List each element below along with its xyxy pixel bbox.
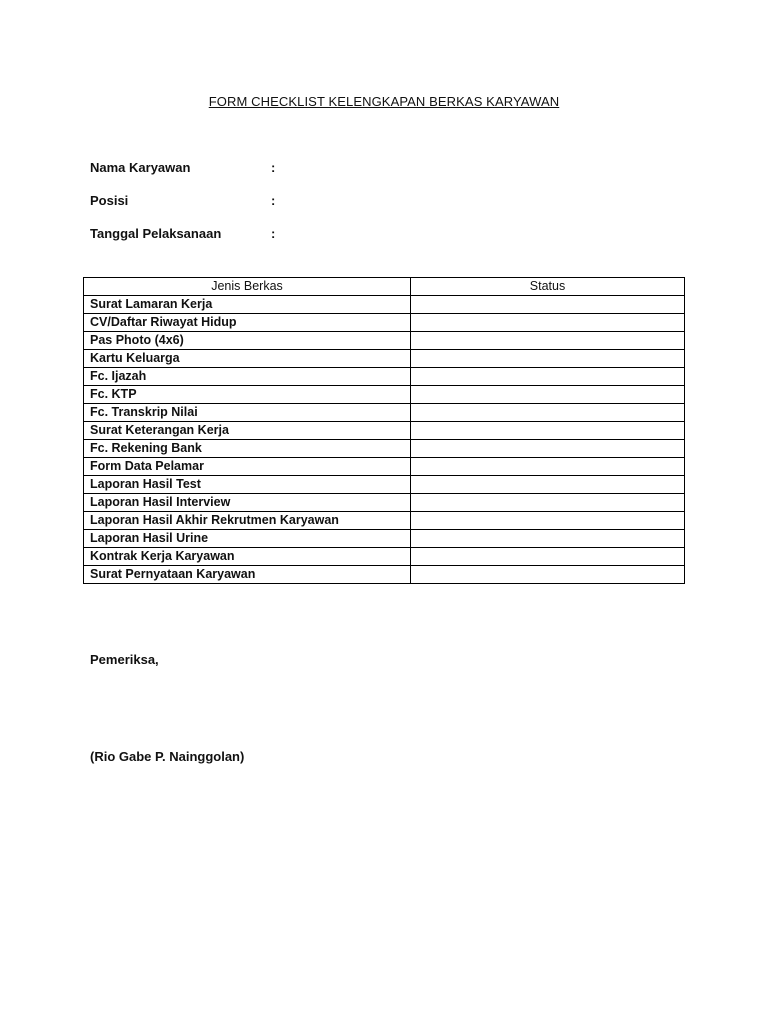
row-status[interactable] <box>411 512 685 530</box>
row-item: Surat Keterangan Kerja <box>84 422 411 440</box>
table-row <box>84 512 685 530</box>
row-item: Kartu Keluarga <box>84 350 411 368</box>
document-title: FORM CHECKLIST KELENGKAPAN BERKAS KARYAWAN <box>208 94 560 109</box>
row-item: Pas Photo (4x6) <box>84 332 411 350</box>
row-item: Form Data Pelamar <box>84 458 411 476</box>
table-row <box>84 296 685 314</box>
row-item: Kontrak Kerja Karyawan <box>84 548 411 566</box>
table-row <box>84 530 685 548</box>
field-nama-karyawan <box>90 160 275 175</box>
row-status[interactable] <box>411 296 685 314</box>
field-label: Tanggal Pelaksanaan <box>90 226 222 241</box>
table-row <box>84 458 685 476</box>
row-status[interactable] <box>411 440 685 458</box>
row-item: Laporan Hasil Test <box>84 476 411 494</box>
table-row <box>84 548 685 566</box>
header-jenis-berkas: Jenis Berkas <box>84 278 411 296</box>
row-status[interactable] <box>411 548 685 566</box>
row-status[interactable] <box>411 476 685 494</box>
inspector-name: (Rio Gabe P. Nainggolan) <box>90 749 245 764</box>
row-status[interactable] <box>411 386 685 404</box>
table-row <box>84 332 685 350</box>
table-row <box>84 476 685 494</box>
row-item: CV/Daftar Riwayat Hidup <box>84 314 411 332</box>
table-row <box>84 386 685 404</box>
row-item: Laporan Hasil Interview <box>84 494 411 512</box>
table-row <box>84 404 685 422</box>
row-item: Fc. Rekening Bank <box>84 440 411 458</box>
field-separator: : <box>271 193 276 208</box>
header-status: Status <box>411 278 685 296</box>
row-item: Laporan Hasil Urine <box>84 530 411 548</box>
table-row <box>84 440 685 458</box>
row-status[interactable] <box>411 458 685 476</box>
field-posisi <box>90 193 275 208</box>
row-status[interactable] <box>411 422 685 440</box>
field-tanggal-pelaksanaan <box>90 226 275 241</box>
row-status[interactable] <box>411 494 685 512</box>
checklist-body <box>84 296 685 584</box>
row-status[interactable] <box>411 566 685 584</box>
table-row <box>84 314 685 332</box>
row-status[interactable] <box>411 314 685 332</box>
checklist-table <box>83 277 685 584</box>
field-label: Nama Karyawan <box>90 160 191 175</box>
table-row <box>84 494 685 512</box>
table-row <box>84 422 685 440</box>
table-row <box>84 368 685 386</box>
inspector-label: Pemeriksa, <box>90 652 159 667</box>
table-row <box>84 566 685 584</box>
row-status[interactable] <box>411 530 685 548</box>
field-label: Posisi <box>90 193 129 208</box>
row-status[interactable] <box>411 350 685 368</box>
row-item: Fc. Transkrip Nilai <box>84 404 411 422</box>
row-status[interactable] <box>411 404 685 422</box>
row-item: Surat Pernyataan Karyawan <box>84 566 411 584</box>
row-item: Surat Lamaran Kerja <box>84 296 411 314</box>
table-header-row <box>84 278 685 296</box>
table-row <box>84 350 685 368</box>
row-item: Laporan Hasil Akhir Rekrutmen Karyawan <box>84 512 411 530</box>
row-status[interactable] <box>411 332 685 350</box>
field-separator: : <box>271 160 276 175</box>
row-item: Fc. KTP <box>84 386 411 404</box>
row-status[interactable] <box>411 368 685 386</box>
row-item: Fc. Ijazah <box>84 368 411 386</box>
field-separator: : <box>271 226 276 241</box>
